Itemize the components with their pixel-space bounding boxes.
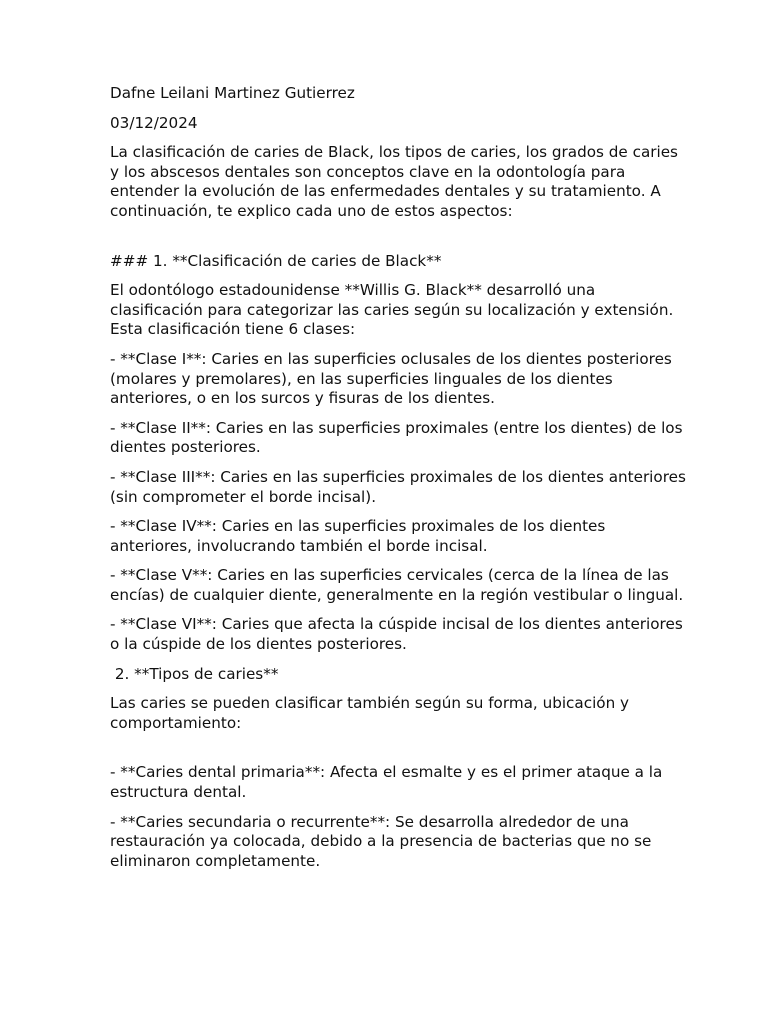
list-item-clase-6: - **Clase VI**: Caries que afecta la cúspide incisal de los dientes anteriores o la cúspide de los dientes posteriores.	[110, 615, 683, 654]
list-item-clase-1: - **Clase I**: Caries en las superficies oclusales de los dientes posteriores (molares y premolares), en las superficies linguales de los dientes anteriores, o en los surcos y fisuras de los dientes.	[110, 349, 672, 408]
list-item-clase-5: - **Clase V**: Caries en las superficies cervicales (cerca de la línea de las encías) de cualquier diente, generalmente en la región vestibular o lingual.	[110, 566, 684, 604]
section-1-heading: ### 1. **Clasificación de caries de Black**	[110, 251, 442, 270]
list-item-clase-2: - **Clase II**: Caries en las superficies proximales (entre los dientes) de los dientes posteriores.	[110, 418, 683, 457]
list-item-caries-primaria: - **Caries dental primaria**: Afecta el esmalte y es el primer ataque a la estructura dental.	[110, 763, 663, 802]
section-2-heading: 2. **Tipos de caries**	[110, 664, 279, 683]
document-date: 03/12/2024	[110, 113, 198, 132]
list-item-clase-3: - **Clase III**: Caries en las superficies proximales de los dientes anteriores (sin comprometer el borde incisal).	[110, 467, 686, 506]
author-name: Dafne Leilani Martinez Gutierrez	[110, 84, 355, 102]
list-item-caries-secundaria: - **Caries secundaria o recurrente**: Se desarrolla alrededor de una restauración ya colocada, debido a la presencia de bacterias que no se eliminaron completamente.	[110, 812, 652, 870]
section-2-paragraph: Las caries se pueden clasificar también según su forma, ubicación y comportamiento:	[110, 694, 630, 732]
intro-paragraph: La clasificación de caries de Black, los tipos de caries, los grados de caries y los abscesos dentales son conceptos clave en la odontología para entender la evolución de las enfermedades dentales y su tratamiento. A continuación, te explico cada uno de estos aspectos:	[110, 143, 678, 220]
list-item-clase-4: - **Clase IV**: Caries en las superficies proximales de los dientes anteriores, involucrando también el borde incisal.	[110, 517, 606, 555]
section-1-paragraph: El odontólogo estadounidense **Willis G. Black** desarrolló una clasificación para categorizar las caries según su localización y extensión. Esta clasificación tiene 6 clases:	[110, 281, 674, 339]
